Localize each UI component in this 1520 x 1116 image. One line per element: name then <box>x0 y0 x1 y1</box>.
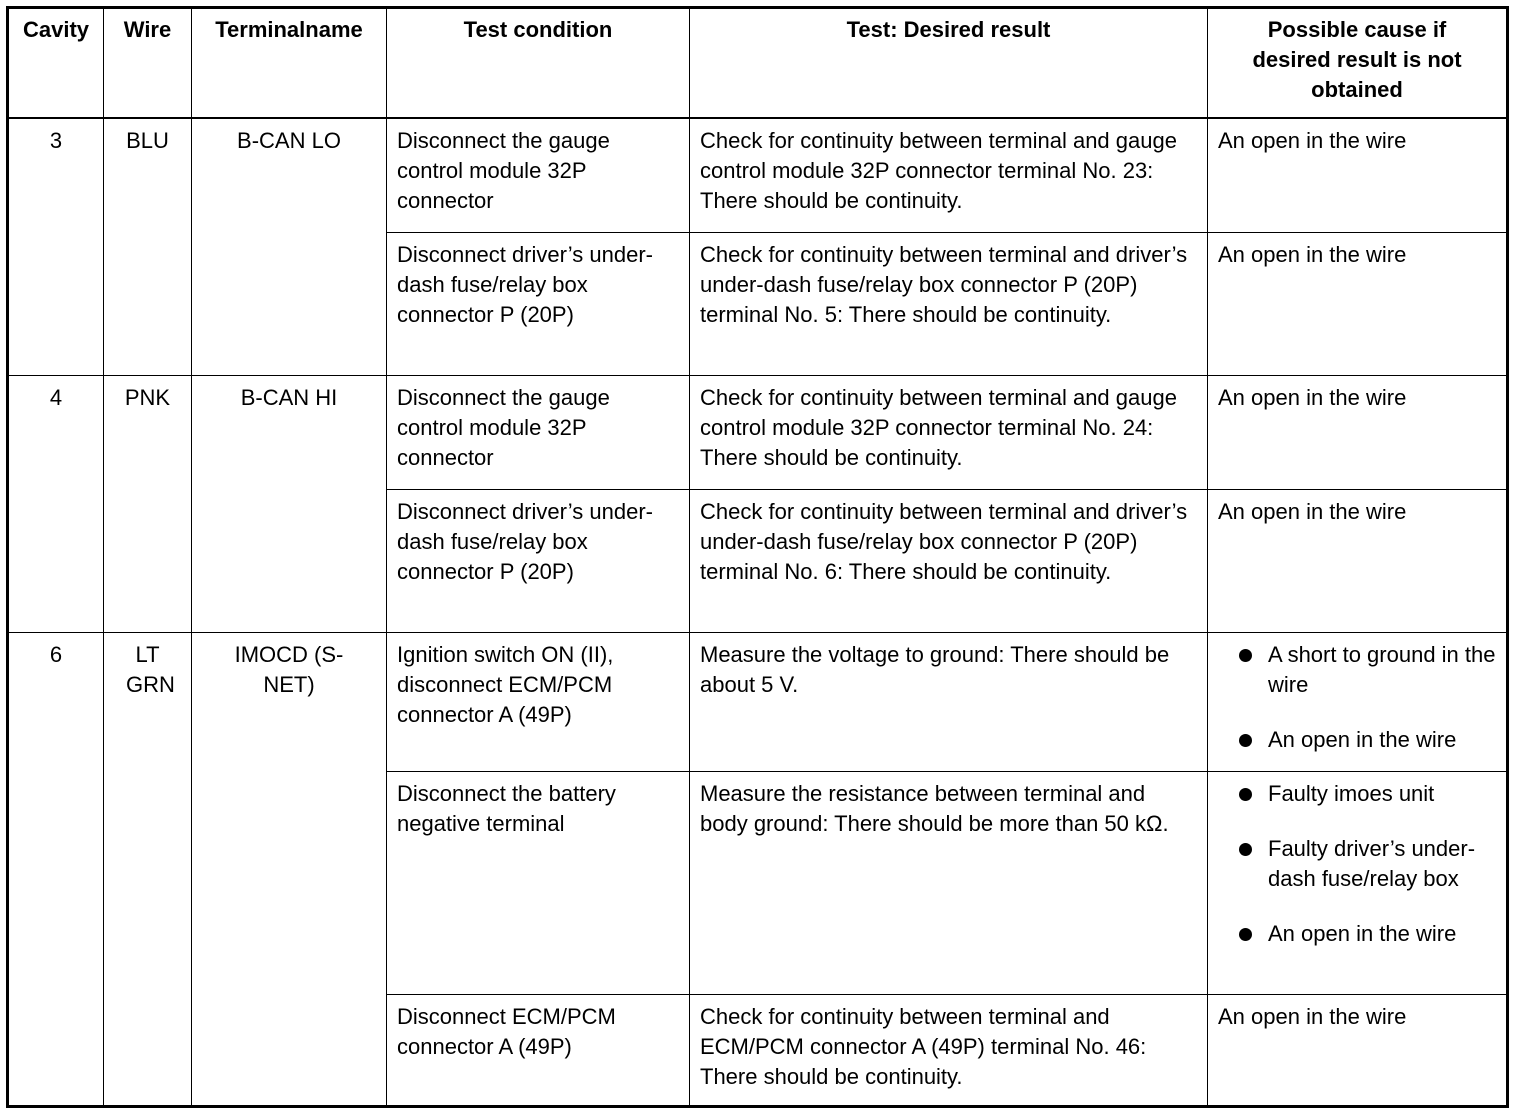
terminal-name-cell: IMOCD (S-NET) <box>192 632 387 1106</box>
possible-cause-cell: An open in the wire <box>1208 994 1508 1106</box>
bullet-icon <box>1239 788 1252 801</box>
cause-text: A short to ground in the wire <box>1268 641 1496 697</box>
desired-result-cell: Check for continuity between terminal and gauge control module 32P connector terminal No. 24: There should be continuity. <box>690 375 1208 489</box>
wire-cell: LT GRN <box>104 632 192 1106</box>
test-condition-cell: Disconnect the gauge control module 32P connector <box>387 118 690 232</box>
terminal-name-cell: B-CAN HI <box>192 375 387 632</box>
possible-cause-cell: An open in the wire <box>1208 118 1508 232</box>
test-condition-cell: Disconnect the battery negative terminal <box>387 771 690 994</box>
test-condition-cell: Disconnect the gauge control module 32P connector <box>387 375 690 489</box>
table-row <box>8 375 1508 489</box>
cause-text: An open in the wire <box>1268 726 1457 752</box>
possible-cause-cell <box>1208 771 1508 994</box>
cavity-cell: 4 <box>8 375 104 632</box>
table-row <box>8 632 1508 771</box>
possible-cause-cell: An open in the wire <box>1208 375 1508 489</box>
bullet-icon <box>1239 843 1252 856</box>
test-condition-cell: Ignition switch ON (II), disconnect ECM/PCM connector A (49P) <box>387 632 690 771</box>
cause-text: Faulty driver’s under-dash fuse/relay box <box>1268 835 1476 891</box>
cause-list-item <box>1218 919 1496 949</box>
desired-result-cell: Check for continuity between terminal and gauge control module 32P connector terminal No. 23: There should be continuity. <box>690 118 1208 232</box>
bullet-icon <box>1239 649 1252 662</box>
cause-text: Faulty imoes unit <box>1268 780 1435 806</box>
cause-list <box>1218 779 1496 949</box>
header-desired-result: Test: Desired result <box>690 8 1208 119</box>
cause-list-item <box>1218 725 1496 755</box>
cause-list-item <box>1218 834 1496 894</box>
wire-cell: PNK <box>104 375 192 632</box>
header-possible-cause: Possible cause if desired result is not obtained <box>1208 8 1508 119</box>
bullet-icon <box>1239 928 1252 941</box>
terminal-name-cell: B-CAN LO <box>192 118 387 375</box>
header-wire: Wire <box>104 8 192 119</box>
cause-list-item <box>1218 640 1496 700</box>
desired-result-cell: Measure the voltage to ground: There should be about 5 V. <box>690 632 1208 771</box>
test-condition-cell: Disconnect driver’s under-dash fuse/relay box connector P (20P) <box>387 489 690 632</box>
cause-text: An open in the wire <box>1268 920 1457 946</box>
header-cavity: Cavity <box>8 8 104 119</box>
desired-result-cell: Check for continuity between terminal and driver’s under-dash fuse/relay box connector P (20P) terminal No. 5: There should be continuity. <box>690 232 1208 375</box>
cavity-cell: 3 <box>8 118 104 375</box>
possible-cause-cell <box>1208 632 1508 771</box>
table-row <box>8 118 1508 232</box>
header-test-condition: Test condition <box>387 8 690 119</box>
possible-cause-cell: An open in the wire <box>1208 489 1508 632</box>
header-terminal-name: Terminalname <box>192 8 387 119</box>
possible-cause-cell: An open in the wire <box>1208 232 1508 375</box>
wire-cell: BLU <box>104 118 192 375</box>
bullet-icon <box>1239 734 1252 747</box>
header-row <box>8 8 1508 119</box>
cavity-cell: 6 <box>8 632 104 1106</box>
desired-result-cell: Check for continuity between terminal and ECM/PCM connector A (49P) terminal No. 46: There should be continuity. <box>690 994 1208 1106</box>
desired-result-cell: Check for continuity between terminal and driver’s under-dash fuse/relay box connector P (20P) terminal No. 6: There should be continuity. <box>690 489 1208 632</box>
troubleshooting-table <box>6 6 1509 1108</box>
test-condition-cell: Disconnect ECM/PCM connector A (49P) <box>387 994 690 1106</box>
test-condition-cell: Disconnect driver’s under-dash fuse/relay box connector P (20P) <box>387 232 690 375</box>
cause-list <box>1218 640 1496 755</box>
cause-list-item <box>1218 779 1496 809</box>
desired-result-cell: Measure the resistance between terminal and body ground: There should be more than 50 kΩ. <box>690 771 1208 994</box>
